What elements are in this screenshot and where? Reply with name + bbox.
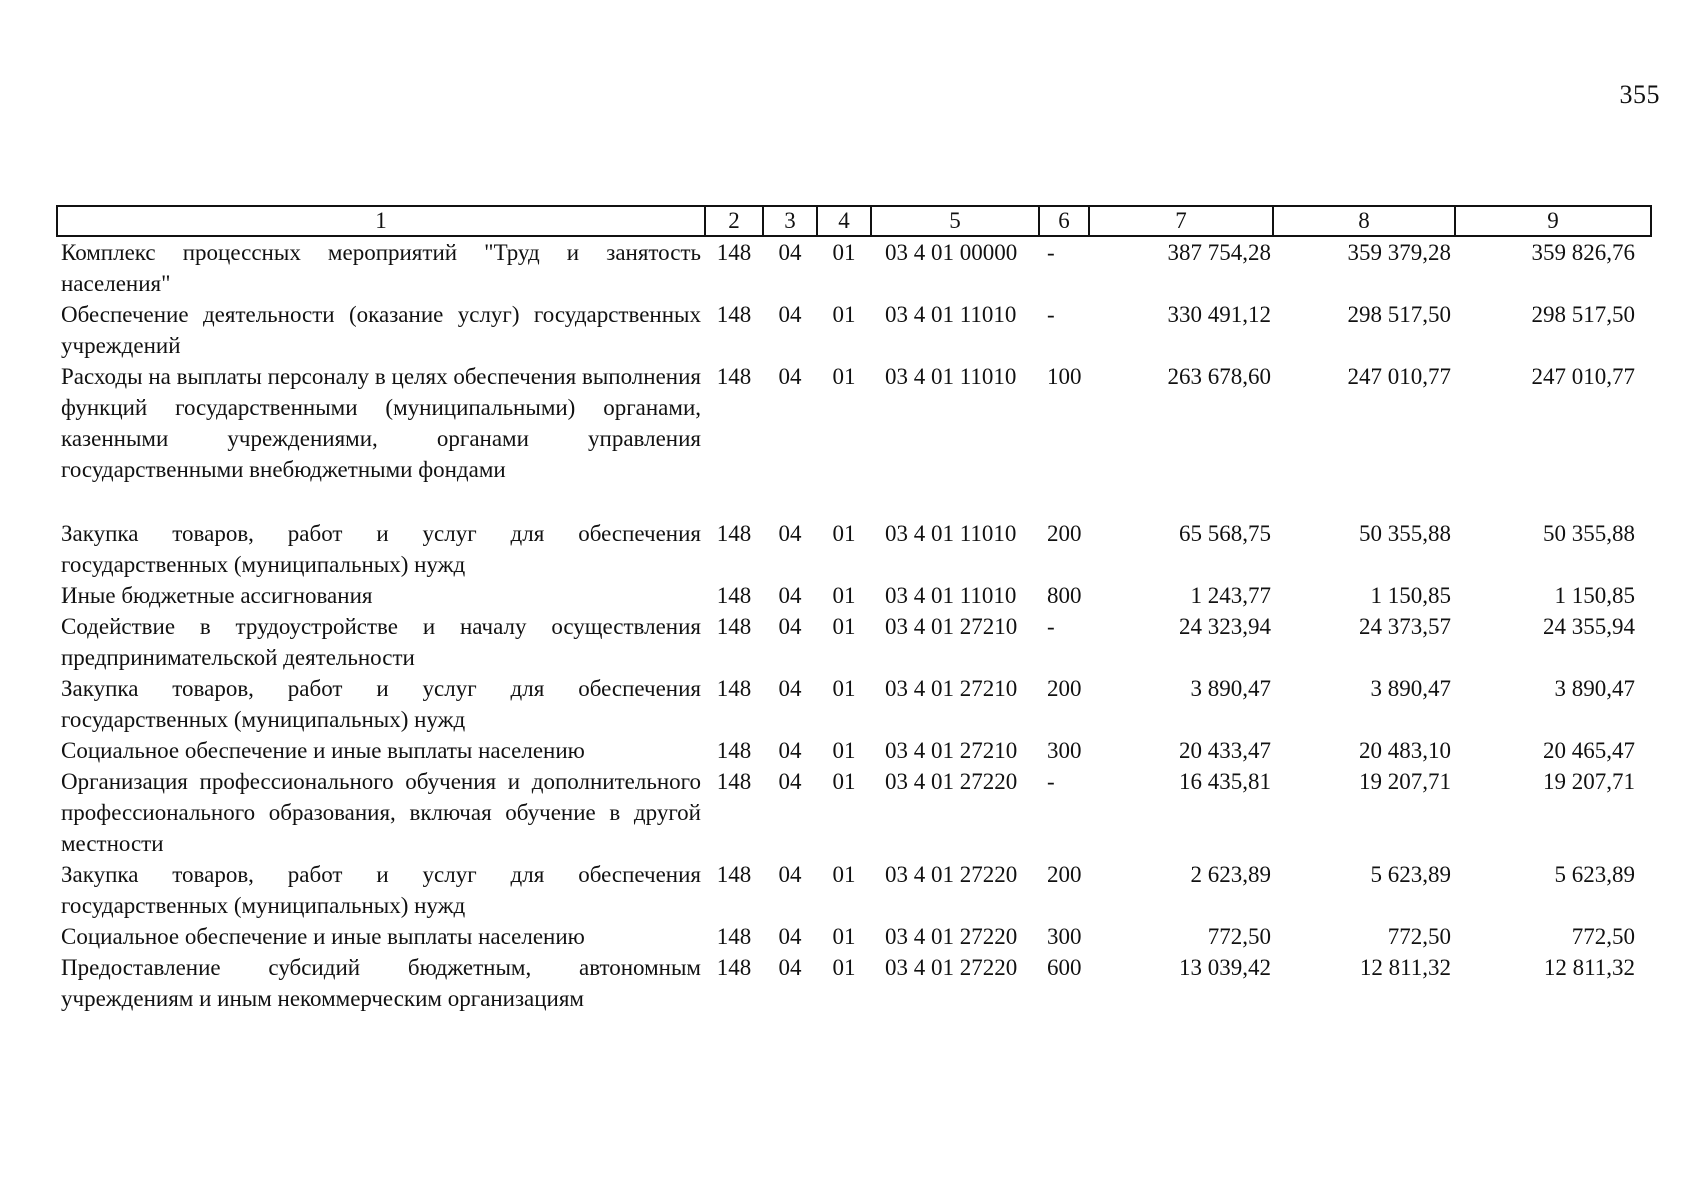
expense-type-code: - <box>1047 240 1055 265</box>
table-row <box>57 735 1651 766</box>
amount-col9: 359 826,76 <box>1531 240 1635 265</box>
header-cell: 8 <box>1273 206 1455 236</box>
expense-name: Комплекс процессных мероприятий "Труд и занятость населения" <box>61 240 701 296</box>
target-article-code: 03 4 01 11010 <box>885 302 1017 327</box>
subsection-code: 01 <box>832 364 856 389</box>
section-code: 04 <box>778 676 802 701</box>
section-code: 04 <box>778 364 802 389</box>
expense-name: Предоставление субсидий бюджетным, автономным учреждениям и иным некоммерческим организациям <box>61 955 701 1011</box>
subsection-code: 01 <box>832 521 856 546</box>
admin-code: 148 <box>716 614 752 639</box>
target-article-code: 03 4 01 27210 <box>885 614 1018 639</box>
admin-code: 148 <box>716 364 752 389</box>
section-code: 04 <box>778 521 802 546</box>
amount-col7: 1 243,77 <box>1190 583 1271 608</box>
amount-col9: 772,50 <box>1571 924 1635 949</box>
subsection-code: 01 <box>832 955 856 980</box>
amount-col9: 20 465,47 <box>1543 738 1635 763</box>
header-cell: 4 <box>817 206 871 236</box>
expense-name: Организация профессионального обучения и дополнительного профессионального образования, включая обучение в другой местности <box>61 769 701 856</box>
subsection-code: 01 <box>832 614 856 639</box>
admin-code: 148 <box>716 769 752 794</box>
expense-type-code: 300 <box>1047 738 1082 763</box>
amount-col8: 359 379,28 <box>1347 240 1451 265</box>
amount-col8: 772,50 <box>1387 924 1451 949</box>
target-article-code: 03 4 01 27210 <box>885 738 1018 763</box>
admin-code: 148 <box>716 240 752 265</box>
table-row <box>57 518 1651 580</box>
expense-type-code: 300 <box>1047 924 1082 949</box>
amount-col9: 24 355,94 <box>1543 614 1635 639</box>
target-article-code: 03 4 01 27220 <box>885 769 1018 794</box>
admin-code: 148 <box>716 302 752 327</box>
target-article-code: 03 4 01 11010 <box>885 583 1017 608</box>
subsection-code: 01 <box>832 769 856 794</box>
amount-col8: 50 355,88 <box>1359 521 1451 546</box>
amount-col9: 5 623,89 <box>1554 862 1635 887</box>
expense-name: Социальное обеспечение и иные выплаты населению <box>61 924 585 949</box>
subsection-code: 01 <box>832 676 856 701</box>
amount-col7: 772,50 <box>1207 924 1271 949</box>
amount-col9: 298 517,50 <box>1531 302 1635 327</box>
admin-code: 148 <box>716 521 752 546</box>
amount-col7: 3 890,47 <box>1190 676 1271 701</box>
amount-col7: 20 433,47 <box>1179 738 1271 763</box>
table-row <box>57 921 1651 952</box>
amount-col8: 24 373,57 <box>1359 614 1451 639</box>
expense-name: Социальное обеспечение и иные выплаты населению <box>61 738 585 763</box>
header-cell: 5 <box>871 206 1039 236</box>
amount-col7: 263 678,60 <box>1167 364 1271 389</box>
table-body <box>57 236 1651 1014</box>
target-article-code: 03 4 01 27210 <box>885 676 1018 701</box>
target-article-code: 03 4 01 11010 <box>885 364 1017 389</box>
admin-code: 148 <box>716 676 752 701</box>
admin-code: 148 <box>716 583 752 608</box>
target-article-code: 03 4 01 00000 <box>885 240 1018 265</box>
expense-name: Закупка товаров, работ и услуг для обеспечения государственных (муниципальных) нужд <box>61 862 701 918</box>
amount-col9: 50 355,88 <box>1543 521 1635 546</box>
amount-col7: 65 568,75 <box>1179 521 1271 546</box>
expense-name: Закупка товаров, работ и услуг для обеспечения государственных (муниципальных) нужд <box>61 676 701 732</box>
budget-table <box>56 205 1652 1014</box>
section-code: 04 <box>778 302 802 327</box>
section-code: 04 <box>778 614 802 639</box>
amount-col9: 1 150,85 <box>1554 583 1635 608</box>
table-row <box>57 766 1651 859</box>
table-row <box>57 236 1651 299</box>
section-code: 04 <box>778 924 802 949</box>
amount-col8: 1 150,85 <box>1370 583 1451 608</box>
amount-col8: 12 811,32 <box>1359 955 1451 980</box>
expense-name: Обеспечение деятельности (оказание услуг) государственных учреждений <box>61 302 701 358</box>
amount-col9: 3 890,47 <box>1554 676 1635 701</box>
amount-col7: 13 039,42 <box>1179 955 1271 980</box>
section-code: 04 <box>778 240 802 265</box>
expense-name: Закупка товаров, работ и услуг для обеспечения государственных (муниципальных) нужд <box>61 521 701 577</box>
amount-col8: 20 483,10 <box>1359 738 1451 763</box>
target-article-code: 03 4 01 27220 <box>885 862 1018 887</box>
section-code: 04 <box>778 955 802 980</box>
amount-col9: 12 811,32 <box>1543 955 1635 980</box>
amount-col9: 247 010,77 <box>1531 364 1635 389</box>
amount-col8: 19 207,71 <box>1359 769 1451 794</box>
expense-type-code: 800 <box>1047 583 1082 608</box>
amount-col8: 5 623,89 <box>1370 862 1451 887</box>
section-code: 04 <box>778 862 802 887</box>
subsection-code: 01 <box>832 240 856 265</box>
expense-type-code: - <box>1047 769 1055 794</box>
table-row <box>57 673 1651 735</box>
amount-col7: 387 754,28 <box>1167 240 1271 265</box>
expense-type-code: 200 <box>1047 862 1082 887</box>
table-row <box>57 859 1651 921</box>
subsection-code: 01 <box>832 862 856 887</box>
subsection-code: 01 <box>832 738 856 763</box>
expense-type-code: - <box>1047 302 1055 327</box>
header-cell: 3 <box>763 206 817 236</box>
header-cell: 2 <box>705 206 763 236</box>
header-row <box>57 206 1651 236</box>
header-cell: 7 <box>1089 206 1273 236</box>
expense-type-code: 200 <box>1047 521 1082 546</box>
target-article-code: 03 4 01 27220 <box>885 955 1018 980</box>
admin-code: 148 <box>716 955 752 980</box>
header-cell: 6 <box>1039 206 1089 236</box>
admin-code: 148 <box>716 738 752 763</box>
header-cell: 1 <box>57 206 705 236</box>
amount-col8: 3 890,47 <box>1370 676 1451 701</box>
expense-type-code: 100 <box>1047 364 1082 389</box>
section-code: 04 <box>778 738 802 763</box>
amount-col7: 330 491,12 <box>1167 302 1271 327</box>
amount-col8: 247 010,77 <box>1347 364 1451 389</box>
expense-type-code: 200 <box>1047 676 1082 701</box>
table-row <box>57 299 1651 361</box>
amount-col8: 298 517,50 <box>1347 302 1451 327</box>
amount-col7: 24 323,94 <box>1179 614 1271 639</box>
amount-col9: 19 207,71 <box>1543 769 1635 794</box>
subsection-code: 01 <box>832 924 856 949</box>
subsection-code: 01 <box>832 583 856 608</box>
admin-code: 148 <box>716 862 752 887</box>
page-number: 355 <box>1619 80 1660 109</box>
expense-type-code: - <box>1047 614 1055 639</box>
admin-code: 148 <box>716 924 752 949</box>
table-row <box>57 952 1651 1014</box>
header-cell: 9 <box>1455 206 1651 236</box>
expense-name: Расходы на выплаты персоналу в целях обеспечения выполнения функций государственными (муниципальными) органами, казенными учреждениями, органами управления государственными внебюджетными фондами <box>61 364 701 482</box>
amount-col7: 16 435,81 <box>1179 769 1271 794</box>
expense-type-code: 600 <box>1047 955 1082 980</box>
subsection-code: 01 <box>832 302 856 327</box>
amount-col7: 2 623,89 <box>1190 862 1271 887</box>
table-row <box>57 580 1651 611</box>
target-article-code: 03 4 01 27220 <box>885 924 1018 949</box>
table-row <box>57 611 1651 673</box>
target-article-code: 03 4 01 11010 <box>885 521 1017 546</box>
section-code: 04 <box>778 583 802 608</box>
expense-name: Содействие в трудоустройстве и началу осуществления предпринимательской деятельности <box>61 614 701 670</box>
expense-name: Иные бюджетные ассигнования <box>61 583 373 608</box>
table-row <box>57 361 1651 518</box>
table-header <box>57 206 1651 236</box>
section-code: 04 <box>778 769 802 794</box>
